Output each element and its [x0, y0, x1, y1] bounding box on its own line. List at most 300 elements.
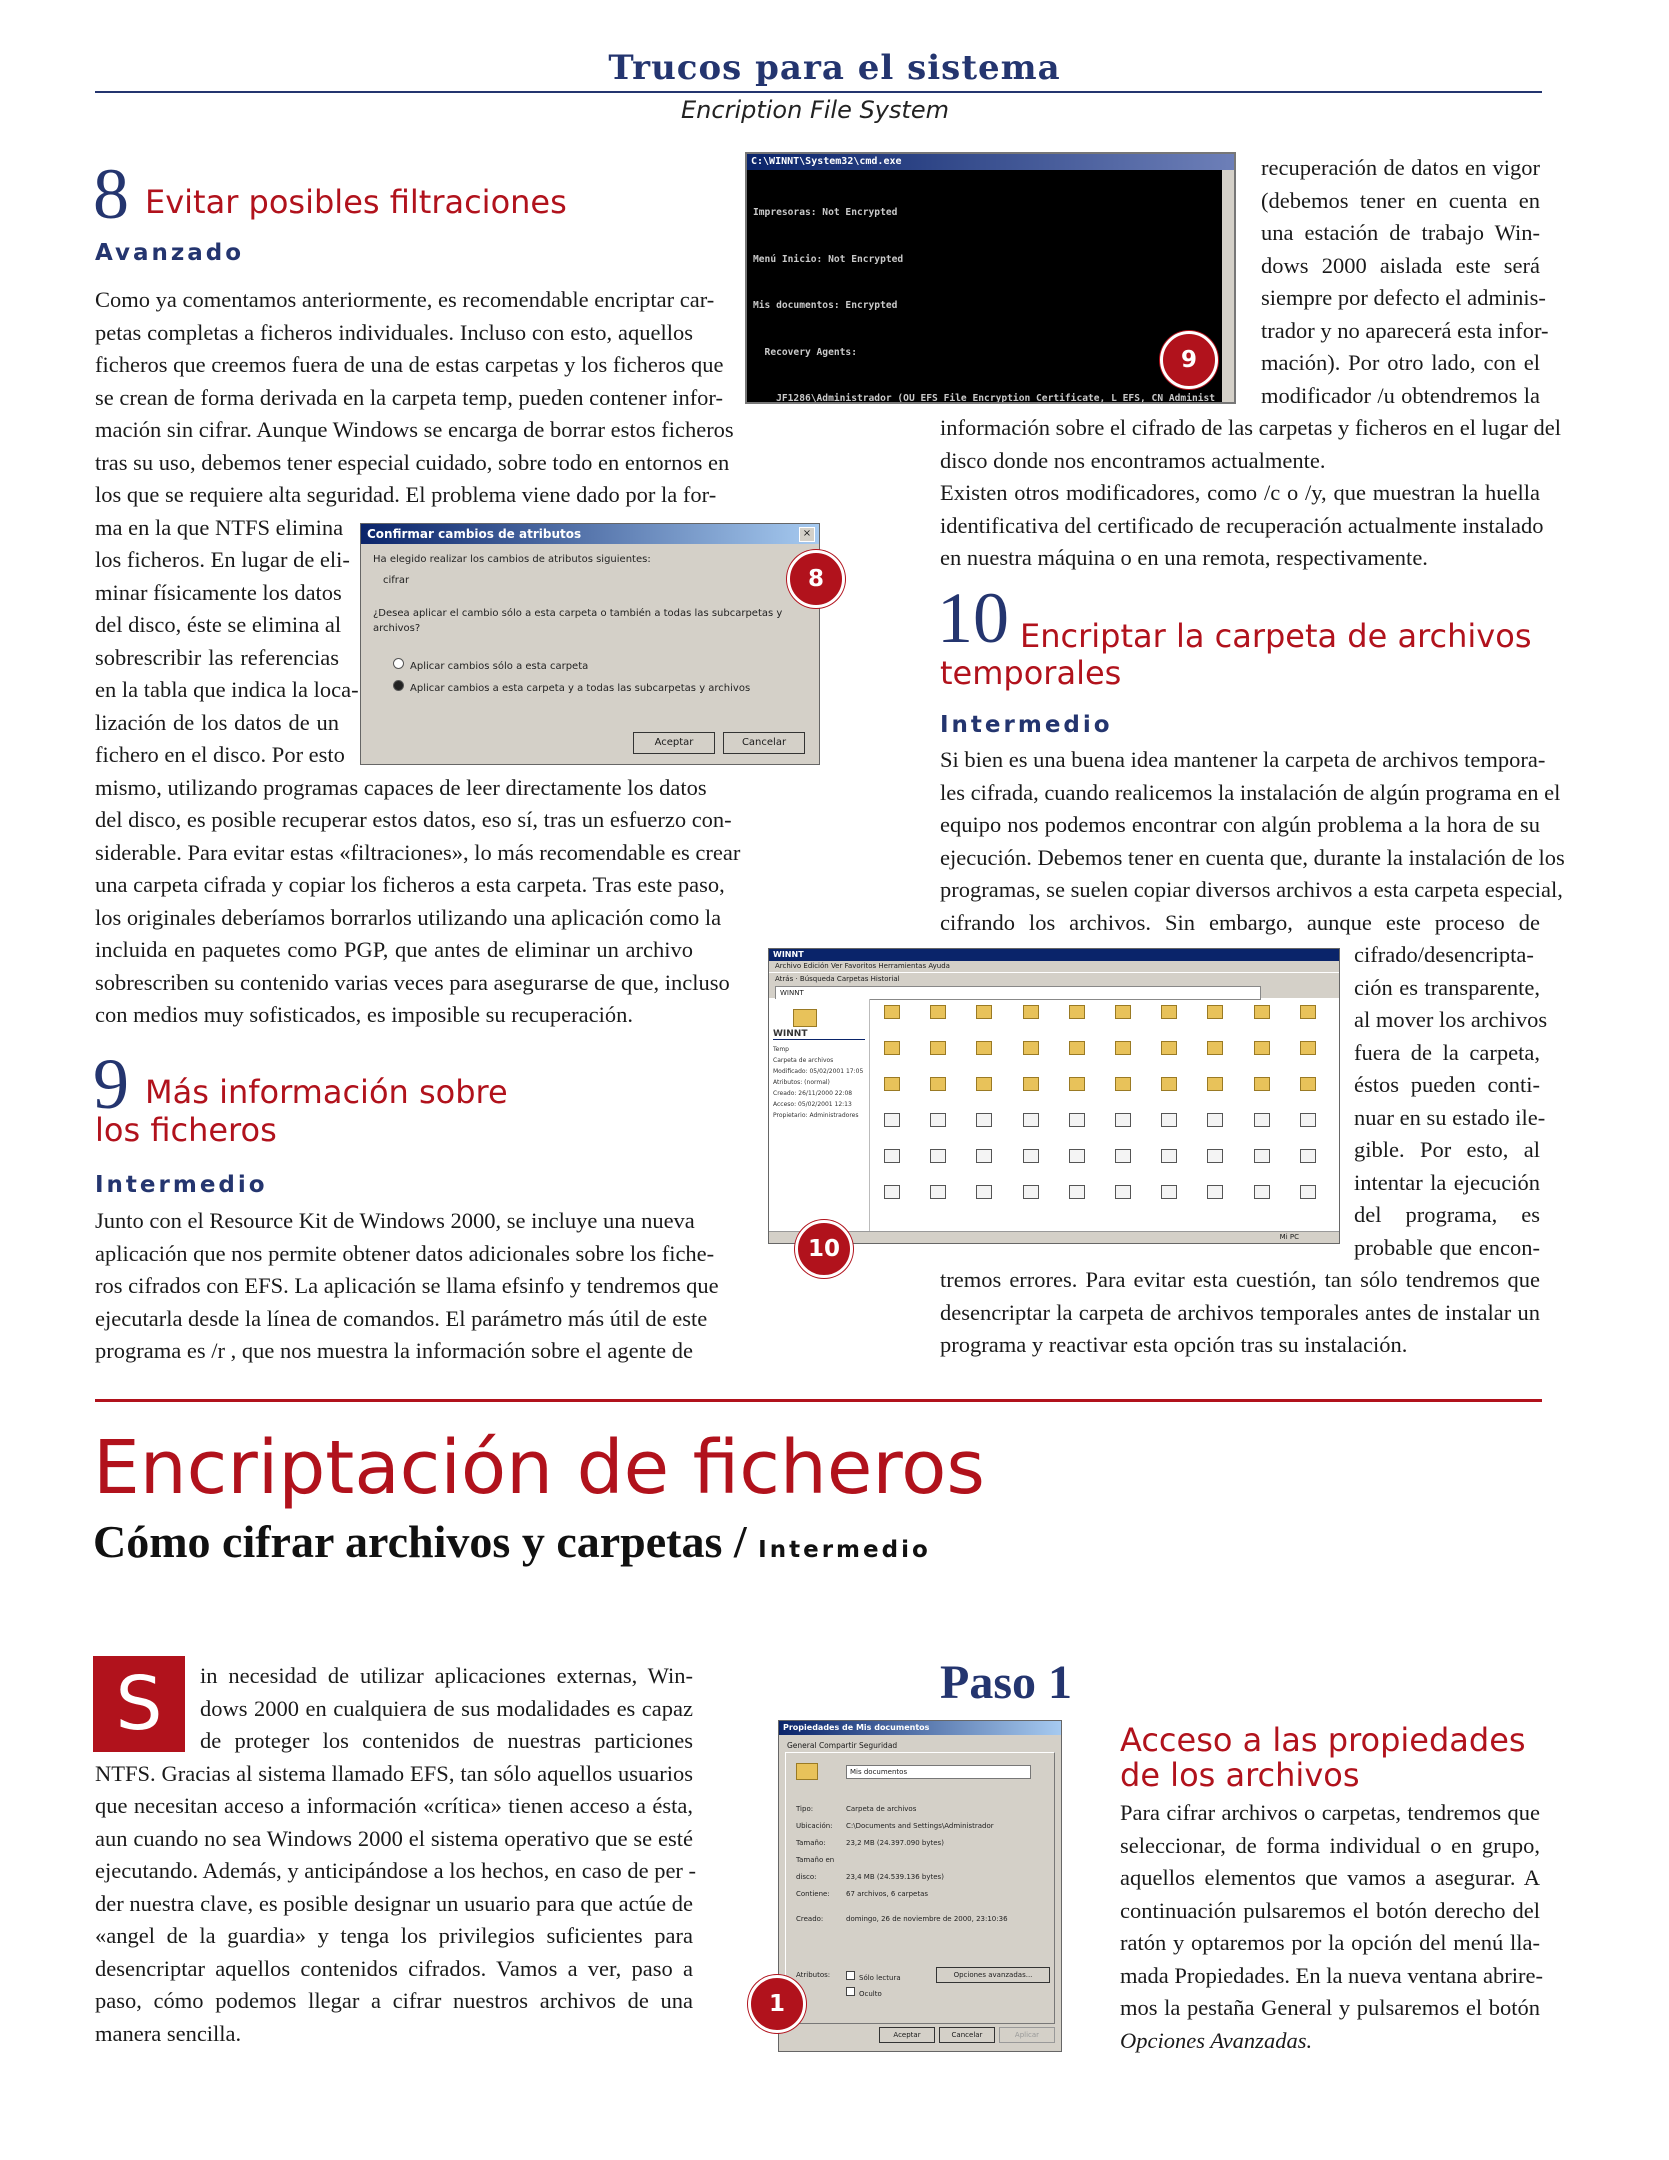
section-8-level: Avanzado [95, 240, 245, 266]
icon-glyph [1300, 1113, 1316, 1127]
icon-glyph [1254, 1113, 1270, 1127]
folder-icon[interactable] [1239, 1041, 1285, 1077]
folder-icon[interactable] [1008, 1041, 1054, 1077]
panel-title: WINNT [773, 1029, 865, 1040]
folder-icon[interactable] [1100, 1041, 1146, 1077]
figure-badge-9: 9 [1160, 331, 1218, 389]
section-9-title-cont: los ficheros [95, 1111, 277, 1149]
file-icon[interactable] [1054, 1185, 1100, 1221]
file-icon[interactable] [961, 1185, 1007, 1221]
file-icon[interactable] [915, 1149, 961, 1185]
screenshot-properties-dialog [778, 1720, 1062, 2052]
text-line: Como ya comentamos anteriormente, es recomendable encriptar car- [95, 287, 715, 312]
file-icon[interactable] [1285, 1185, 1331, 1221]
text-line: NTFS. Gracias al sistema llamado EFS, tan sólo aquellos usuarios [95, 1760, 693, 1786]
text-line: ejecución. Debemos tener en cuenta que, durante la instalación de los [940, 844, 1565, 870]
step-title-cont: de los archivos [1120, 1756, 1360, 1794]
header-rule [95, 91, 1542, 93]
running-header-title: Trucos para el sistema [608, 48, 1061, 88]
text-line: fuera de la carpeta, [1354, 1039, 1540, 1065]
file-icon[interactable] [1239, 1113, 1285, 1149]
explorer-side-panel [769, 999, 870, 1231]
section-9-level: Intermedio [95, 1172, 268, 1198]
panel-line: Modificado: 05/02/2001 17:05 [773, 1068, 864, 1075]
icon-glyph [1069, 1077, 1085, 1091]
folder-icon[interactable] [1285, 1077, 1331, 1113]
step-title: Acceso a las propiedades [1120, 1721, 1526, 1759]
text-line: al mover los archivos [1354, 1007, 1548, 1032]
icon-glyph [1207, 1149, 1223, 1163]
icon-glyph [1023, 1149, 1039, 1163]
icon-glyph [1300, 1077, 1316, 1091]
text-line: se crean de forma derivada en la carpeta temp, pueden contener infor- [95, 384, 723, 410]
figure-badge-1: 1 [748, 1975, 806, 2033]
text-line: les cifrada, cuando realicemos la instalación de algún programa en el [940, 779, 1561, 805]
text-line: continuación pulsaremos el botón derecho del [1120, 1897, 1540, 1923]
icon-glyph [884, 1149, 900, 1163]
text-line: sobrescriben su contenido varias veces para asegurarse de que, incluso [95, 969, 730, 995]
text-line: minar físicamente los datos [95, 579, 342, 605]
file-icon[interactable] [1054, 1149, 1100, 1185]
close-icon[interactable]: × [799, 527, 815, 542]
article-title: Encriptación de ficheros [93, 1425, 985, 1511]
folder-icon[interactable] [1100, 1077, 1146, 1113]
file-icon[interactable] [1008, 1113, 1054, 1149]
icon-glyph [1115, 1113, 1131, 1127]
text-line: seleccionar, de forma individual o en grupo, [1120, 1832, 1540, 1858]
text-line: del disco, es posible recuperar estos datos, eso sí, tras un esfuerzo con- [95, 807, 732, 832]
icon-glyph [1300, 1185, 1316, 1199]
text-line: en la tabla que indica la loca- [95, 677, 359, 702]
text-line: ma en la que NTFS elimina [95, 514, 344, 540]
checkbox-label: Sólo lectura [859, 1974, 901, 1982]
icon-glyph [976, 1077, 992, 1091]
text-line: incluida en paquetes como PGP, que antes de eliminar un archivo [95, 937, 693, 962]
icon-glyph [1069, 1113, 1085, 1127]
text-line: mismo, utilizando programas capaces de leer directamente los datos [95, 774, 707, 800]
file-icon[interactable] [869, 1113, 915, 1149]
explorer-menu[interactable]: Archivo Edición Ver Favoritos Herramientas Ayuda [769, 961, 1339, 972]
dialog-title: Confirmar cambios de atributos [361, 524, 819, 544]
dialog-text: cifrar [383, 575, 410, 586]
icon-glyph [1115, 1041, 1131, 1055]
text-line: ejecutarla desde la línea de comandos. El parámetro más útil de este [95, 1305, 708, 1331]
file-icon[interactable] [1285, 1113, 1331, 1149]
section-8-title: Evitar posibles filtraciones [145, 183, 567, 221]
file-icon[interactable] [915, 1113, 961, 1149]
text-line: los que se requiere alta seguridad. El problema viene dado por la for- [95, 482, 717, 507]
row-value: Carpeta de archivos [846, 1805, 917, 1813]
icon-glyph [976, 1185, 992, 1199]
section-divider [95, 1399, 1542, 1402]
text-line: una estación de trabajo Win- [1261, 220, 1540, 245]
file-icon[interactable] [1192, 1185, 1238, 1221]
text-line: Existen otros modificadores, como /c o /y, que muestran la huella [940, 480, 1540, 505]
file-icon[interactable] [1100, 1185, 1146, 1221]
text-line: nuar en su estado ile- [1354, 1104, 1546, 1130]
step-body [1120, 1797, 1543, 2067]
icon-glyph [1161, 1185, 1177, 1199]
text-line: aplicación que nos permite obtener datos adicionales sobre los fiche- [95, 1240, 715, 1266]
text-line: der nuestra clave, es posible designar un usuario para que actúe de [95, 1890, 693, 1916]
folder-icon[interactable] [1054, 1077, 1100, 1113]
row-value: 23,2 MB (24.397.090 bytes) [846, 1839, 944, 1847]
text-line: éstos pueden conti- [1354, 1072, 1540, 1097]
icon-glyph [884, 1041, 900, 1055]
screenshot-winnt-explorer [768, 948, 1340, 1244]
text-line: Opciones Avanzadas. [1120, 2027, 1313, 2053]
row-value: 67 archivos, 6 carpetas [846, 1890, 929, 1898]
properties-rows [796, 1801, 1046, 1928]
folder-icon[interactable] [915, 1041, 961, 1077]
text-line: programa y reactivar esta opción tras su instalación. [940, 1332, 1408, 1357]
folder-icon[interactable] [915, 1077, 961, 1113]
icon-glyph [1161, 1077, 1177, 1091]
properties-row [796, 1818, 1046, 1835]
console-line: JF1286\Administrador (OU EFS File Encryption Certificate, L EFS, CN Administ [753, 393, 1216, 404]
text-line: aun cuando no sea Windows 2000 el sistema operativo que se esté [95, 1825, 693, 1851]
option-label: Aplicar cambios sólo a esta carpeta [410, 661, 589, 672]
folder-icon [796, 1763, 818, 1780]
row-value: C:\Documents and Settings\Administrador [846, 1822, 994, 1830]
hidden-checkbox[interactable] [846, 1987, 882, 1998]
text-line: ros cifrados con EFS. La aplicación se llama efsinfo y tendremos que [95, 1273, 719, 1298]
icon-glyph [1069, 1149, 1085, 1163]
explorer-title: WINNT [769, 949, 1339, 961]
text-line: «angel de la guardia» y tenga los privilegios suficientes para [95, 1923, 693, 1948]
checkbox-label: Oculto [859, 1990, 882, 1998]
text-line: en nuestra máquina o en una remota, respectivamente. [940, 545, 1428, 570]
panel-line: Carpeta de archivos [773, 1057, 834, 1064]
file-icon[interactable] [1100, 1113, 1146, 1149]
text-line: recuperación de datos en vigor [1261, 155, 1540, 180]
text-line: una carpeta cifrada y copiar los ficheros a esta carpeta. Tras este paso, [95, 872, 725, 897]
text-line: disco donde nos encontramos actualmente. [940, 447, 1326, 473]
properties-panel [785, 1752, 1055, 2024]
text-line: ficheros que creemos fuera de una de estas carpetas y los ficheros que [95, 352, 724, 377]
folder-icon[interactable] [1008, 1005, 1054, 1041]
row-label: Tamaño en disco: [796, 1856, 835, 1881]
icon-glyph [884, 1185, 900, 1199]
row-value: domingo, 26 de noviembre de 2000, 23:10:36 [846, 1915, 1008, 1923]
text-line: mación). Por otro lado, con el [1261, 350, 1540, 375]
attributes-label: Atributos: [796, 1971, 831, 1979]
text-line: mación sin cifrar. Aunque Windows se encarga de borrar estos ficheros [95, 417, 734, 442]
address-value[interactable]: WINNT [775, 986, 1261, 1000]
text-line: siempre por defecto el adminis- [1261, 285, 1546, 310]
text-line: cifrado/desencripta- [1354, 942, 1534, 967]
text-line: los originales deberíamos borrarlos utilizando una aplicación como la [95, 904, 722, 930]
subtitle-text: Cómo cifrar archivos y carpetas / [93, 1516, 747, 1567]
file-icon-grid [869, 1005, 1331, 1229]
icon-glyph [1300, 1005, 1316, 1019]
icon-glyph [930, 1005, 946, 1019]
icon-glyph [1161, 1149, 1177, 1163]
panel-line: Propietario: Administradores [773, 1112, 859, 1119]
text-line: Para cifrar archivos o carpetas, tendremos que [1120, 1800, 1540, 1825]
text-line: gible. Por esto, al [1354, 1137, 1540, 1162]
text-line: equipo nos podemos encontrar con algún problema a la hora de su [940, 812, 1540, 837]
file-icon[interactable] [1146, 1113, 1192, 1149]
icon-glyph [930, 1041, 946, 1055]
text-line: Junto con el Resource Kit de Windows 2000, se incluye una nueva [95, 1208, 695, 1233]
icon-glyph [1023, 1005, 1039, 1019]
text-line: intentar la ejecución [1354, 1169, 1540, 1195]
console-line: Menú Inicio: Not Encrypted [753, 253, 904, 265]
dialog-text: Ha elegido realizar los cambios de atributos siguientes: [373, 554, 651, 565]
text-line: del disco, éste se elimina al [95, 612, 342, 637]
icon-glyph [1207, 1077, 1223, 1091]
folder-icon [793, 1009, 817, 1027]
folder-icon[interactable] [1100, 1005, 1146, 1041]
icon-glyph [1023, 1041, 1039, 1055]
option-label: Aplicar cambios a esta carpeta y a todas las subcarpetas y archivos [410, 683, 751, 694]
text-line: fichero en el disco. Por esto [95, 742, 345, 767]
icon-glyph [1023, 1077, 1039, 1091]
row-label: Creado: [796, 1915, 824, 1923]
drop-cap: S [93, 1656, 185, 1752]
console-title: C:\WINNT\System32\cmd.exe [747, 154, 1234, 170]
folder-icon[interactable] [915, 1005, 961, 1041]
folder-icon[interactable] [1285, 1041, 1331, 1077]
text-line: programa es /r , que nos muestra la información sobre el agente de [95, 1338, 693, 1363]
icon-glyph [930, 1113, 946, 1127]
icon-glyph [976, 1005, 992, 1019]
row-label: Contiene: [796, 1890, 830, 1898]
text-line: tremos errores. Para evitar esta cuestión, tan sólo tendremos que [940, 1267, 1540, 1292]
section-8-number: 8 [93, 154, 129, 234]
radio-icon [393, 658, 404, 669]
icon-glyph [1115, 1005, 1131, 1019]
text-line: dows 2000 en cualquiera de sus modalidades es capaz [200, 1695, 693, 1721]
folder-icon[interactable] [869, 1077, 915, 1113]
text-line: desencriptar aquellos contenidos cifrados. Vamos a ver, paso a [95, 1955, 693, 1981]
icon-glyph [1115, 1149, 1131, 1163]
text-line: los ficheros. En lugar de eli- [95, 547, 350, 572]
text-line: ratón y optaremos por la opción del menú lla- [1120, 1930, 1540, 1955]
icon-glyph [1207, 1185, 1223, 1199]
folder-icon[interactable] [869, 1005, 915, 1041]
text-line: ción es transparente, [1354, 974, 1540, 1000]
file-icon[interactable] [869, 1149, 915, 1185]
radio-selected-icon [393, 680, 404, 691]
icon-glyph [976, 1149, 992, 1163]
folder-icon[interactable] [961, 1077, 1007, 1113]
address-bar[interactable] [769, 986, 1339, 998]
icon-glyph [1254, 1005, 1270, 1019]
text-line: con medios muy sofisticados, es imposible su recuperación. [95, 1002, 634, 1027]
option-recursive[interactable] [393, 680, 807, 696]
file-icon[interactable] [961, 1149, 1007, 1185]
panel-line: Temp [773, 1046, 789, 1053]
folder-icon[interactable] [1239, 1005, 1285, 1041]
section-9-number: 9 [93, 1044, 129, 1124]
icon-glyph [1115, 1077, 1131, 1091]
row-label: Tamaño: [796, 1839, 826, 1847]
file-icon[interactable] [1192, 1149, 1238, 1185]
icon-glyph [1069, 1185, 1085, 1199]
file-icon[interactable] [1239, 1185, 1285, 1221]
folder-icon[interactable] [1239, 1077, 1285, 1113]
icon-glyph [1254, 1041, 1270, 1055]
file-icon[interactable] [1146, 1149, 1192, 1185]
icon-glyph [1161, 1005, 1177, 1019]
explorer-toolbar[interactable]: Atrás · Búsqueda Carpetas Historial [769, 972, 1339, 986]
text-line: tras su uso, debemos tener especial cuidado, sobre todo en entornos en [95, 449, 730, 475]
section-10-title-cont: temporales [940, 654, 1122, 692]
icon-glyph [1254, 1185, 1270, 1199]
folder-icon[interactable] [1192, 1041, 1238, 1077]
text-line: paso, cómo podemos llegar a cifrar nuestros archivos de una [95, 1988, 693, 2013]
file-icon[interactable] [1285, 1149, 1331, 1185]
checkbox-icon [846, 1987, 855, 1996]
icon-glyph [1161, 1113, 1177, 1127]
folder-icon[interactable] [1146, 1005, 1192, 1041]
icon-glyph [884, 1113, 900, 1127]
file-icon[interactable] [1008, 1149, 1054, 1185]
article-intro [95, 1660, 697, 2060]
folder-icon[interactable] [1146, 1041, 1192, 1077]
console-line: Impresoras: Not Encrypted [753, 207, 898, 218]
text-line: mada Propiedades. En la nueva ventana abrire- [1120, 1962, 1543, 1988]
folder-icon[interactable] [961, 1005, 1007, 1041]
properties-row [796, 1886, 1046, 1903]
file-icon[interactable] [869, 1185, 915, 1221]
text-line: manera sencilla. [95, 2020, 242, 2046]
accept-button[interactable]: Aceptar [879, 2027, 935, 2043]
section-9-continued [940, 152, 1561, 582]
folder-icon[interactable] [869, 1041, 915, 1077]
section-10-title: Encriptar la carpeta de archivos [1020, 617, 1532, 655]
file-icon[interactable] [1146, 1185, 1192, 1221]
file-icon[interactable] [961, 1113, 1007, 1149]
panel-line: Atributos: (normal) [773, 1079, 830, 1086]
folder-icon[interactable] [1054, 1041, 1100, 1077]
option-this-folder[interactable] [393, 658, 807, 674]
icon-glyph [1207, 1005, 1223, 1019]
icon-glyph [1254, 1077, 1270, 1091]
folder-icon[interactable] [1285, 1005, 1331, 1041]
text-line: información sobre el cifrado de las carpetas y ficheros en el lugar del [940, 415, 1561, 440]
article-subtitle [93, 1515, 931, 1568]
file-icon[interactable] [915, 1185, 961, 1221]
text-line: probable que encon- [1354, 1234, 1540, 1260]
console-line: Mis documentos: Encrypted [753, 300, 898, 311]
screenshot-confirm-attributes [360, 523, 820, 765]
properties-row [796, 1911, 1046, 1928]
text-line: in necesidad de utilizar aplicaciones externas, Win- [200, 1663, 693, 1688]
properties-row [796, 1801, 1046, 1818]
text-line: ejecutando. Además, y anticipándose a los hechos, en caso de per - [95, 1858, 697, 1883]
section-9-body [95, 1205, 719, 1375]
text-line: cifrando los archivos. Sin embargo, aunque este proceso de [940, 909, 1540, 935]
icon-glyph [884, 1077, 900, 1091]
icon-glyph [930, 1185, 946, 1199]
row-value: 23,4 MB (24.539.136 bytes) [846, 1873, 944, 1881]
panel-line: Acceso: 05/02/2001 12:13 [773, 1101, 852, 1108]
folder-icon[interactable] [1008, 1077, 1054, 1113]
text-line: lización de los datos de un [95, 709, 339, 735]
section-9-title: Más información sobre [145, 1073, 508, 1111]
properties-tabs[interactable]: General Compartir Seguridad [787, 1741, 898, 1750]
row-label: Ubicación: [796, 1822, 833, 1830]
file-icon[interactable] [1192, 1113, 1238, 1149]
icon-glyph [976, 1113, 992, 1127]
icon-glyph [1115, 1185, 1131, 1199]
folder-icon[interactable] [1054, 1005, 1100, 1041]
apply-button[interactable]: Aplicar [999, 2027, 1055, 2043]
icon-glyph [1023, 1113, 1039, 1127]
console-line: Recovery Agents: [753, 346, 857, 358]
text-line: (debemos tener en cuenta en [1261, 187, 1540, 213]
icon-glyph [1300, 1149, 1316, 1163]
section-10-level: Intermedio [940, 712, 1113, 738]
file-icon[interactable] [1100, 1149, 1146, 1185]
figure-badge-8: 8 [787, 550, 845, 608]
icon-glyph [1207, 1041, 1223, 1055]
accept-button[interactable]: Aceptar [633, 732, 715, 754]
subtitle-level: Intermedio [758, 1537, 931, 1563]
text-line: sobrescribir las referencias [95, 644, 339, 670]
name-field[interactable]: Mis documentos [846, 1765, 1031, 1779]
text-line: mos la pestaña General y pulsaremos el botón [1120, 1995, 1540, 2020]
text-line: programas, se suelen copiar diversos archivos a esta carpeta especial, [940, 877, 1563, 902]
text-line: modificador /u obtendremos la [1261, 382, 1540, 408]
folder-icon[interactable] [961, 1041, 1007, 1077]
readonly-checkbox[interactable] [846, 1971, 901, 1982]
section-10-number: 10 [937, 578, 1009, 658]
icon-glyph [1207, 1113, 1223, 1127]
file-icon[interactable] [1008, 1185, 1054, 1221]
icon-glyph [884, 1005, 900, 1019]
properties-row [796, 1852, 1046, 1886]
icon-glyph [930, 1077, 946, 1091]
status-bar: Mi PC [769, 1231, 1339, 1243]
icon-glyph [1023, 1185, 1039, 1199]
icon-glyph [1069, 1041, 1085, 1055]
file-icon[interactable] [1239, 1149, 1285, 1185]
cancel-button[interactable]: Cancelar [723, 732, 805, 754]
text-line: aquellos elementos que vamos a asegurar. A [1120, 1865, 1540, 1890]
icon-glyph [1161, 1041, 1177, 1055]
properties-row [796, 1835, 1046, 1852]
folder-icon[interactable] [1146, 1077, 1192, 1113]
checkbox-icon [846, 1971, 855, 1980]
text-line: Si bien es una buena idea mantener la carpeta de archivos tempora- [940, 747, 1546, 772]
icon-glyph [1254, 1149, 1270, 1163]
properties-title: Propiedades de Mis documentos [779, 1721, 1061, 1735]
figure-badge-10: 10 [795, 1220, 853, 1278]
running-header-subtitle: Encription File System [681, 96, 949, 124]
text-line: de proteger los contenidos de nuestras particiones [200, 1728, 693, 1753]
icon-glyph [930, 1149, 946, 1163]
dialog-text: ¿Desea aplicar el cambio sólo a esta carpeta o también a todas las subcarpetas y archivos? [373, 608, 783, 634]
text-line: desencriptar la carpeta de archivos temporales antes de instalar un [940, 1299, 1540, 1325]
folder-icon[interactable] [1192, 1077, 1238, 1113]
folder-icon[interactable] [1192, 1005, 1238, 1041]
text-line: petas completas a ficheros individuales. Incluso con esto, aquellos [95, 319, 693, 345]
text-line: del programa, es [1354, 1202, 1540, 1227]
icon-glyph [1069, 1005, 1085, 1019]
file-icon[interactable] [1054, 1113, 1100, 1149]
icon-glyph [976, 1041, 992, 1055]
advanced-options-button[interactable]: Opciones avanzadas... [936, 1967, 1050, 1983]
text-line: dows 2000 aislada este será [1261, 252, 1540, 278]
cancel-button[interactable]: Cancelar [939, 2027, 995, 2043]
row-label: Tipo: [796, 1805, 814, 1813]
icon-glyph [1300, 1041, 1316, 1055]
text-line: trador y no aparecerá esta infor- [1261, 317, 1549, 343]
